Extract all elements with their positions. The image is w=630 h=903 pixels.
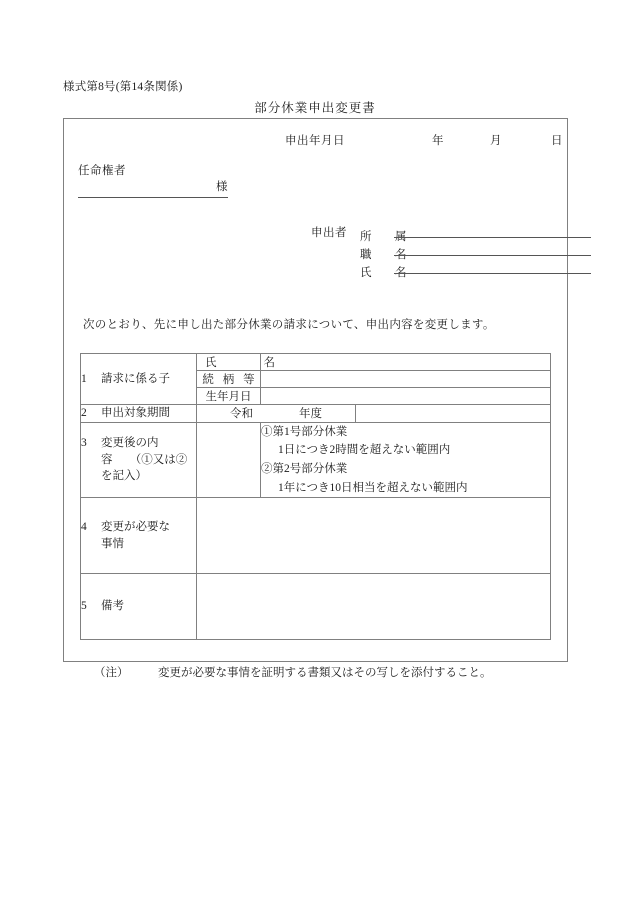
row1-label: 請求に係る子 xyxy=(101,372,170,385)
declaration-statement: 次のとおり、先に申し出た部分休業の請求について、申出内容を変更します。 xyxy=(83,319,495,331)
document-title: 部分休業申出変更書 xyxy=(254,101,376,115)
changed-content-mark-input[interactable] xyxy=(197,422,261,498)
applicant-affiliation-label: 所 属 xyxy=(360,231,413,243)
appointer-label: 任命権者 xyxy=(78,165,126,177)
appointer-honorific: 様 xyxy=(216,181,228,193)
row2-label-cell xyxy=(81,405,197,423)
child-birthdate-label: 生年月日 xyxy=(197,388,261,405)
footnote xyxy=(94,664,492,680)
row4-label-line1: 変更が必要な xyxy=(101,521,170,533)
child-relation-input[interactable] xyxy=(261,371,551,388)
child-birthdate-input[interactable] xyxy=(261,388,551,405)
row5-label-cell xyxy=(81,574,197,640)
row1-number: 1 xyxy=(81,372,87,385)
row3-label-line3: を記入） xyxy=(101,470,147,483)
row3-label-cell xyxy=(81,422,197,498)
table-row-child-name xyxy=(81,354,551,371)
target-period-era-cell[interactable] xyxy=(197,405,356,423)
appointer-name-input[interactable] xyxy=(78,179,228,198)
row3-label-line1: 変更後の内 xyxy=(101,436,159,449)
applicant-position-row xyxy=(360,242,591,262)
target-period-input[interactable] xyxy=(356,405,551,423)
remarks-input[interactable] xyxy=(197,574,551,640)
row5-number: 5 xyxy=(81,600,87,613)
row4-number: 4 xyxy=(81,521,87,533)
applicant-position-label: 職 名 xyxy=(360,249,413,261)
option1-detail: 1日につき2時間を超えない範囲内 xyxy=(278,444,451,457)
form-number: 様式第8号(第14条関係) xyxy=(63,81,183,93)
table-row-changed-content xyxy=(81,422,551,498)
table-row-target-period xyxy=(81,405,551,423)
applicant-position-input[interactable] xyxy=(394,242,591,256)
child-relation-label: 続 柄 等 xyxy=(197,371,261,388)
row2-label: 申出対象期間 xyxy=(101,407,170,419)
row4-label-cell xyxy=(81,498,197,574)
option2-detail: 1年につき10日相当を超えない範囲内 xyxy=(278,481,468,494)
row4-label-line2: 事情 xyxy=(101,537,124,550)
table-row-remarks xyxy=(81,574,551,640)
target-period-era: 令和 xyxy=(230,408,253,421)
applicant-title: 申出者 xyxy=(311,227,347,239)
row1-label-cell xyxy=(81,354,197,405)
table-row-reason xyxy=(81,498,551,574)
footnote-text: 変更が必要な事情を証明する書類又はその写しを添付すること。 xyxy=(158,667,492,679)
applicant-name-label: 氏 名 xyxy=(360,267,413,279)
child-name-input[interactable] xyxy=(261,354,551,371)
applicant-name-input[interactable] xyxy=(394,260,591,274)
child-name-label: 氏 名 xyxy=(197,354,261,371)
applicant-affiliation-input[interactable] xyxy=(394,224,591,238)
target-period-year-unit: 年度 xyxy=(299,408,322,421)
row3-label-line2: 容 （①又は② xyxy=(101,453,188,466)
row2-number: 2 xyxy=(81,407,87,419)
applicant-affiliation-row xyxy=(360,224,591,244)
row5-label: 備考 xyxy=(101,600,124,613)
submission-date-month-unit: 月 xyxy=(490,135,502,147)
submission-date-year-unit: 年 xyxy=(432,135,444,147)
submission-date-label: 申出年月日 xyxy=(285,135,345,147)
form-main-table xyxy=(80,353,551,640)
submission-date-day-unit: 日 xyxy=(551,135,563,147)
changed-content-options xyxy=(261,422,551,498)
footnote-tag: （注） xyxy=(94,667,129,679)
option2-title: ②第2号部分休業 xyxy=(261,462,348,475)
option1-title: ①第1号部分休業 xyxy=(261,425,348,438)
applicant-name-row xyxy=(360,260,591,280)
row3-number: 3 xyxy=(81,436,87,449)
reason-input[interactable] xyxy=(197,498,551,574)
